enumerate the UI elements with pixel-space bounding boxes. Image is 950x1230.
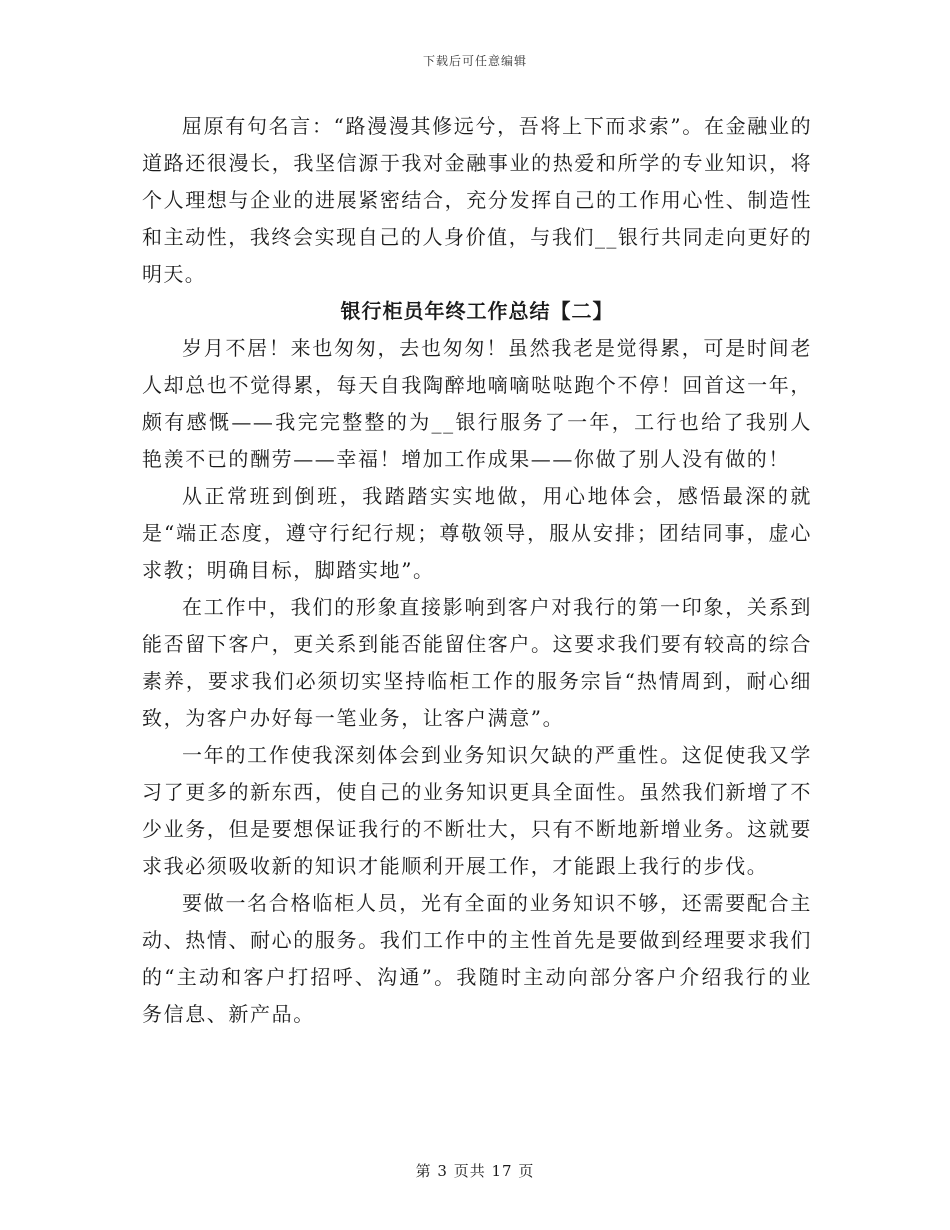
- document-body: [142, 108, 812, 1033]
- section-title: 银行柜员年终工作总结【二】: [340, 299, 614, 323]
- paragraph-quote: 屈原有句名言：“路漫漫其修远兮，吾将上下而求索”。在金融业的道路还很漫长，我坚信源于我对金融事业的热爱和所学的专业知识，将个人理想与企业的进展紧密结合，充分发挥自己的工作用心性、制造性和主动性，我终会实现自己的人身价值，与我们__银行共同走向更好的明天。: [142, 114, 812, 286]
- paragraph-years: 岁月不居！来也匆匆，去也匆匆！虽然我老是觉得累，可是时间老人却总也不觉得累，每天自我陶醉地嘀嘀哒哒跑个不停！回首这一年，颇有感慨——我完完整整的为__银行服务了一年，工行也给了我别人艳羡不已的酬劳——幸福！增加工作成果——你做了别人没有做的！: [142, 336, 812, 471]
- paragraph-image: 在工作中，我们的形象直接影响到客户对我行的第一印象，关系到能否留下客户，更关系到能否能留住客户。这要求我们要有较高的综合素养，要求我们必须切实坚持临柜工作的服务宗旨“热情周到，耐心细致，为客户办好每一笔业务，让客户满意”。: [142, 595, 812, 730]
- page-indicator: 第 3 页共 17 页: [415, 1162, 535, 1180]
- header-note: 下载后可任意编辑: [422, 54, 527, 68]
- paragraph-shift: 从正常班到倒班，我踏踏实实地做，用心地体会，感悟最深的就是“端正态度，遵守行纪行规；尊敬领导，服从安排；团结同事，虚心求教；明确目标，脚踏实地”。: [142, 484, 812, 582]
- paragraph-knowledge: 一年的工作使我深刻体会到业务知识欠缺的严重性。这促使我又学习了更多的新东西，使自己的业务知识更具全面性。虽然我们新增了不少业务，但是要想保证我行的不断壮大，只有不断地新增业务。这就要求我必须吸收新的知识才能顺利开展工作，才能跟上我行的步伐。: [142, 743, 812, 878]
- paragraph-service: 要做一名合格临柜人员，光有全面的业务知识不够，还需要配合主动、热情、耐心的服务。我们工作中的主性首先是要做到经理要求我们的“主动和客户打招呼、沟通”。我随时主动向部分客户介绍我行的业务信息、新产品。: [142, 891, 812, 1026]
